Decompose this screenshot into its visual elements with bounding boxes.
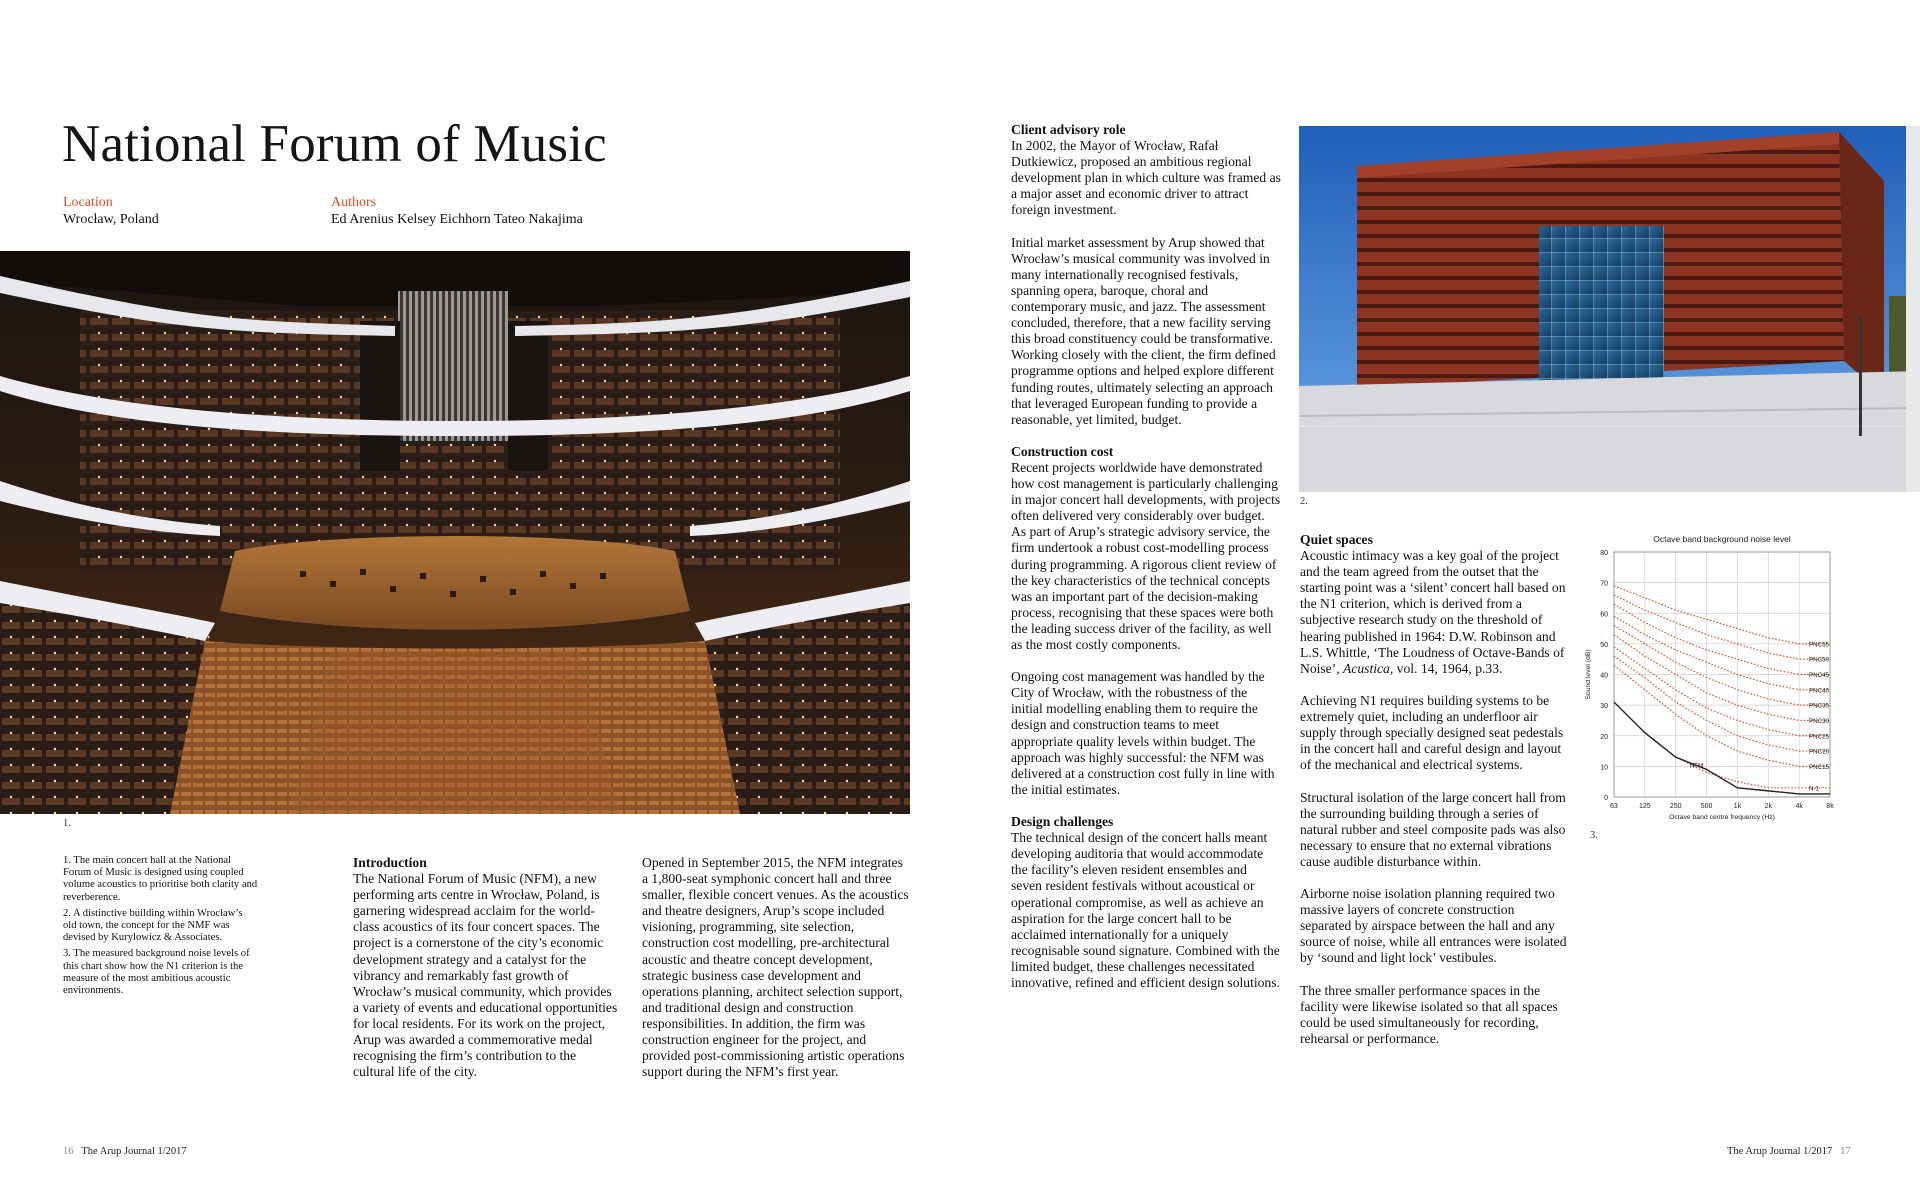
series-label-n-1: N-1	[1809, 785, 1819, 793]
series-label-pnc45: PNC45	[1809, 672, 1829, 679]
series-line-n-1	[1614, 702, 1830, 788]
y-tick-label: 0	[1604, 795, 1608, 802]
x-tick-label: 4k	[1795, 803, 1803, 810]
series-line-pnc15	[1614, 665, 1830, 766]
series-label-pnc15: PNC15	[1809, 763, 1829, 771]
x-tick-label: 250	[1669, 803, 1682, 810]
series-label-pnc30: PNC30	[1809, 717, 1829, 725]
x-tick-label: 2k	[1764, 803, 1772, 810]
chart-title: Octave band background noise level	[1653, 534, 1791, 544]
concert-hall-photo	[0, 251, 910, 814]
location-value: Wrocław, Poland	[63, 212, 159, 227]
series-line-pnc40	[1614, 616, 1830, 690]
right-page-number: 17	[1840, 1146, 1851, 1157]
journal-name-italic: Acustica,	[1343, 660, 1394, 676]
client-advisory-paragraph-2: Initial market assessment by Arup showed that Wrocław’s musical community was involved in many internationally recognised festivals, spanning opera, baroque, choral and contemporary music, and jazz. The assessment concluded, therefore, that a new facility serving this broad constituency could be transformative. Working closely with the client, the firm defined programme options and helped explore different funding routes, ultimately selecting an approach that leveraged European funding to provide a reasonable, yet limited, budget.	[1011, 234, 1276, 427]
design-challenges-heading: Design challenges	[1011, 814, 1114, 830]
y-tick-label: 50	[1600, 641, 1608, 649]
y-tick-label: 30	[1600, 703, 1608, 711]
client-advisory-paragraph-1: In 2002, the Mayor of Wrocław, Rafał Dutkiewicz, proposed an ambitious regional development plan in which culture was framed as a major asset and economic driver to attract foreign investment.	[1011, 138, 1281, 218]
y-tick-label: 60	[1600, 611, 1608, 619]
series-line-nfm	[1614, 702, 1830, 794]
caption-3: 3. The measured background noise levels of this chart show how the N1 criterion is the measure of the most ambitious acoustic environments.	[63, 948, 250, 997]
x-tick-label: 8k	[1826, 803, 1834, 810]
series-line-pnc30	[1614, 635, 1830, 721]
figure-2-number: 2.	[1300, 496, 1308, 507]
introduction-heading: Introduction	[353, 855, 427, 870]
x-tick-label: 125	[1639, 803, 1651, 810]
page-title: National Forum of Music	[62, 115, 607, 173]
quiet-spaces-paragraph-3: Structural isolation of the large concert hall from the surrounding building through a series of natural rubber and steel composite pads was also necessary to ensure that no external vibrations cause audible disturbance within.	[1300, 789, 1566, 869]
quiet-spaces-paragraph-1a: Acoustic intimacy was a key goal of the project and the team agreed from the outset that the starting point was a ‘silent’ concert hall based on the N1 criterion, which is derived from a subjective research study on the threshold of hearing published in 1964: D.W. Robinson and L.S. Whittle, ‘The Loudness of Octave-Bands of Noise’,	[1300, 548, 1566, 676]
footer-left	[63, 1146, 187, 1157]
noise-level-chart-svg	[1578, 530, 1878, 830]
x-tick-label: 63	[1610, 803, 1618, 810]
introduction-paragraph-1: The National Forum of Music (NFM), a new performing arts centre in Wrocław, Poland, is garnering widespread acclaim for the world-class acoustics of its four concert spaces. The project is a cornerstone of the city’s economic development strategy and a catalyst for the vibrancy and remarkably fast growth of Wrocław’s musical community, which provides a variety of events and educational opportunities for local residents. For its work on the project, Arup was awarded a commemorative medal recognising the firm’s contribution to the cultural life of the city.	[353, 871, 618, 1080]
quiet-spaces-paragraph-2: Achieving N1 requires building systems to be extremely quiet, including an underfloor air supply through specially designed seat pedestals in the concert hall and careful design and layout of the mechanical and electrical systems.	[1300, 692, 1564, 773]
series-label-pnc50: PNC50	[1809, 656, 1829, 664]
quiet-spaces-paragraph-5: The three smaller performance spaces in the facility were likewise isolated so that all spaces could be used simultaneously for recording, rehearsal or performance.	[1300, 982, 1558, 1046]
construction-cost-paragraph-2: Ongoing cost management was handled by the City of Wrocław, with the robustness of the initial modelling enabling them to require the design and construction teams to meet appropriate quality levels within budget. The approach was highly successful: the NFM was delivered at a construction cost fully in line with the initial estimates.	[1011, 669, 1275, 797]
construction-cost-paragraph-1: Recent projects worldwide have demonstrated how cost management is particularly challenging in major concert hall developments, with projects often delivered very considerably over budget. As part of Arup’s strategic advisory service, the firm undertook a robust cost-modelling process during programming. A rigorous client review of the key characteristics of the technical concepts was an important part of the decision-making process, recognising that these spaces were both the leading success driver of the facility, as well as the most costly components.	[1011, 459, 1281, 652]
footer-right	[1727, 1146, 1851, 1157]
y-axis-label: Sound level (dB)	[1585, 649, 1592, 700]
left-page-number: 16	[63, 1146, 74, 1157]
series-label-pnc35: PNC35	[1809, 702, 1829, 710]
right-column-2	[1300, 532, 1568, 1063]
series-label-pnc20: PNC20	[1809, 748, 1829, 756]
caption-1: 1. The main concert hall at the National Forum of Music is designed using coupled volume acoustics to prioritise both clarity and reverberence.	[63, 855, 258, 903]
location-label: Location	[63, 195, 113, 210]
noise-level-chart	[1578, 530, 1878, 830]
authors-value: Ed Arenius Kelsey Eichhorn Tateo Nakajima	[331, 212, 583, 227]
series-label-pnc25: PNC25	[1809, 733, 1829, 741]
concert-hall-image	[0, 251, 910, 814]
opening-column	[642, 855, 912, 1096]
series-line-pnc20	[1614, 656, 1830, 751]
design-challenges-paragraph-1: The technical design of the concert halls meant developing auditoria that would accommodate the facility’s eleven resident ensembles and seven resident festivals without acoustical or operational compromise, as well as achieve an aspiration for the large concert hall to be acclaimed internationally for a uniquely recognisable sound signature. Combined with the limited budget, these challenges necessitated innovative, refined and efficient design solutions.	[1011, 830, 1280, 990]
x-axis-label: Octave band centre frequency (Hz)	[1669, 814, 1775, 821]
figure-1-number: 1.	[63, 818, 71, 829]
left-journal-name: The Arup Journal 1/2017	[81, 1146, 187, 1157]
captions	[63, 855, 258, 1001]
building-exterior-photo	[1299, 126, 1920, 492]
client-advisory-heading: Client advisory role	[1011, 122, 1126, 137]
series-line-pnc50	[1614, 595, 1830, 659]
adjacent-page-strip	[1906, 126, 1920, 492]
introduction-column	[353, 855, 621, 1096]
building-exterior-image	[1299, 126, 1920, 492]
authors-label: Authors	[331, 195, 377, 210]
right-journal-name: The Arup Journal 1/2017	[1727, 1146, 1833, 1157]
figure-3-number: 3.	[1590, 830, 1598, 841]
x-tick-label: 500	[1700, 803, 1713, 810]
series-label-pnc40: PNC40	[1809, 687, 1829, 695]
y-tick-label: 40	[1600, 672, 1608, 680]
quiet-spaces-paragraph-1b: vol. 14, 1964, p.33.	[1393, 660, 1503, 676]
quiet-spaces-paragraph-1	[1300, 548, 1568, 677]
y-tick-label: 10	[1600, 764, 1608, 772]
x-tick-label: 1k	[1733, 803, 1742, 810]
caption-2: 2. A distinctive building within Wrocław’s old town, the concept for the NMF was devised by Kurylowicz & Associates.	[63, 907, 243, 944]
introduction-paragraph-2: Opened in September 2015, the NFM integrates a 1,800-seat symphonic concert hall and three smaller, flexible concert venues. As the acoustics and theatre designers, Arup’s scope included visioning, programming, site selection, construction cost modelling, pre-architectural acoustic and theatre concept development, strategic business case development and operations planning, architect selection support, and traditional design and construction responsibilities. In addition, the firm was construction engineer for the project, and provided post-commissioning artistic operations support during the NFM’s first year.	[642, 855, 909, 1080]
series-line-pnc35	[1614, 626, 1830, 706]
construction-cost-heading: Construction cost	[1011, 443, 1114, 459]
right-column-1	[1011, 122, 1281, 1007]
y-tick-label: 20	[1600, 733, 1608, 741]
series-label-nfm: NFM	[1689, 762, 1704, 770]
series-label-pnc55: PNC55	[1809, 641, 1829, 649]
y-tick-label: 70	[1600, 580, 1608, 588]
y-tick-label: 80	[1600, 550, 1608, 557]
quiet-spaces-paragraph-4: Airborne noise isolation planning required two massive layers of concrete construction separated by airspace between the hall and any source of noise, while all entrances were isolated by ‘sound and light lock’ vestibules.	[1300, 886, 1567, 966]
quiet-spaces-heading: Quiet spaces	[1300, 532, 1373, 547]
